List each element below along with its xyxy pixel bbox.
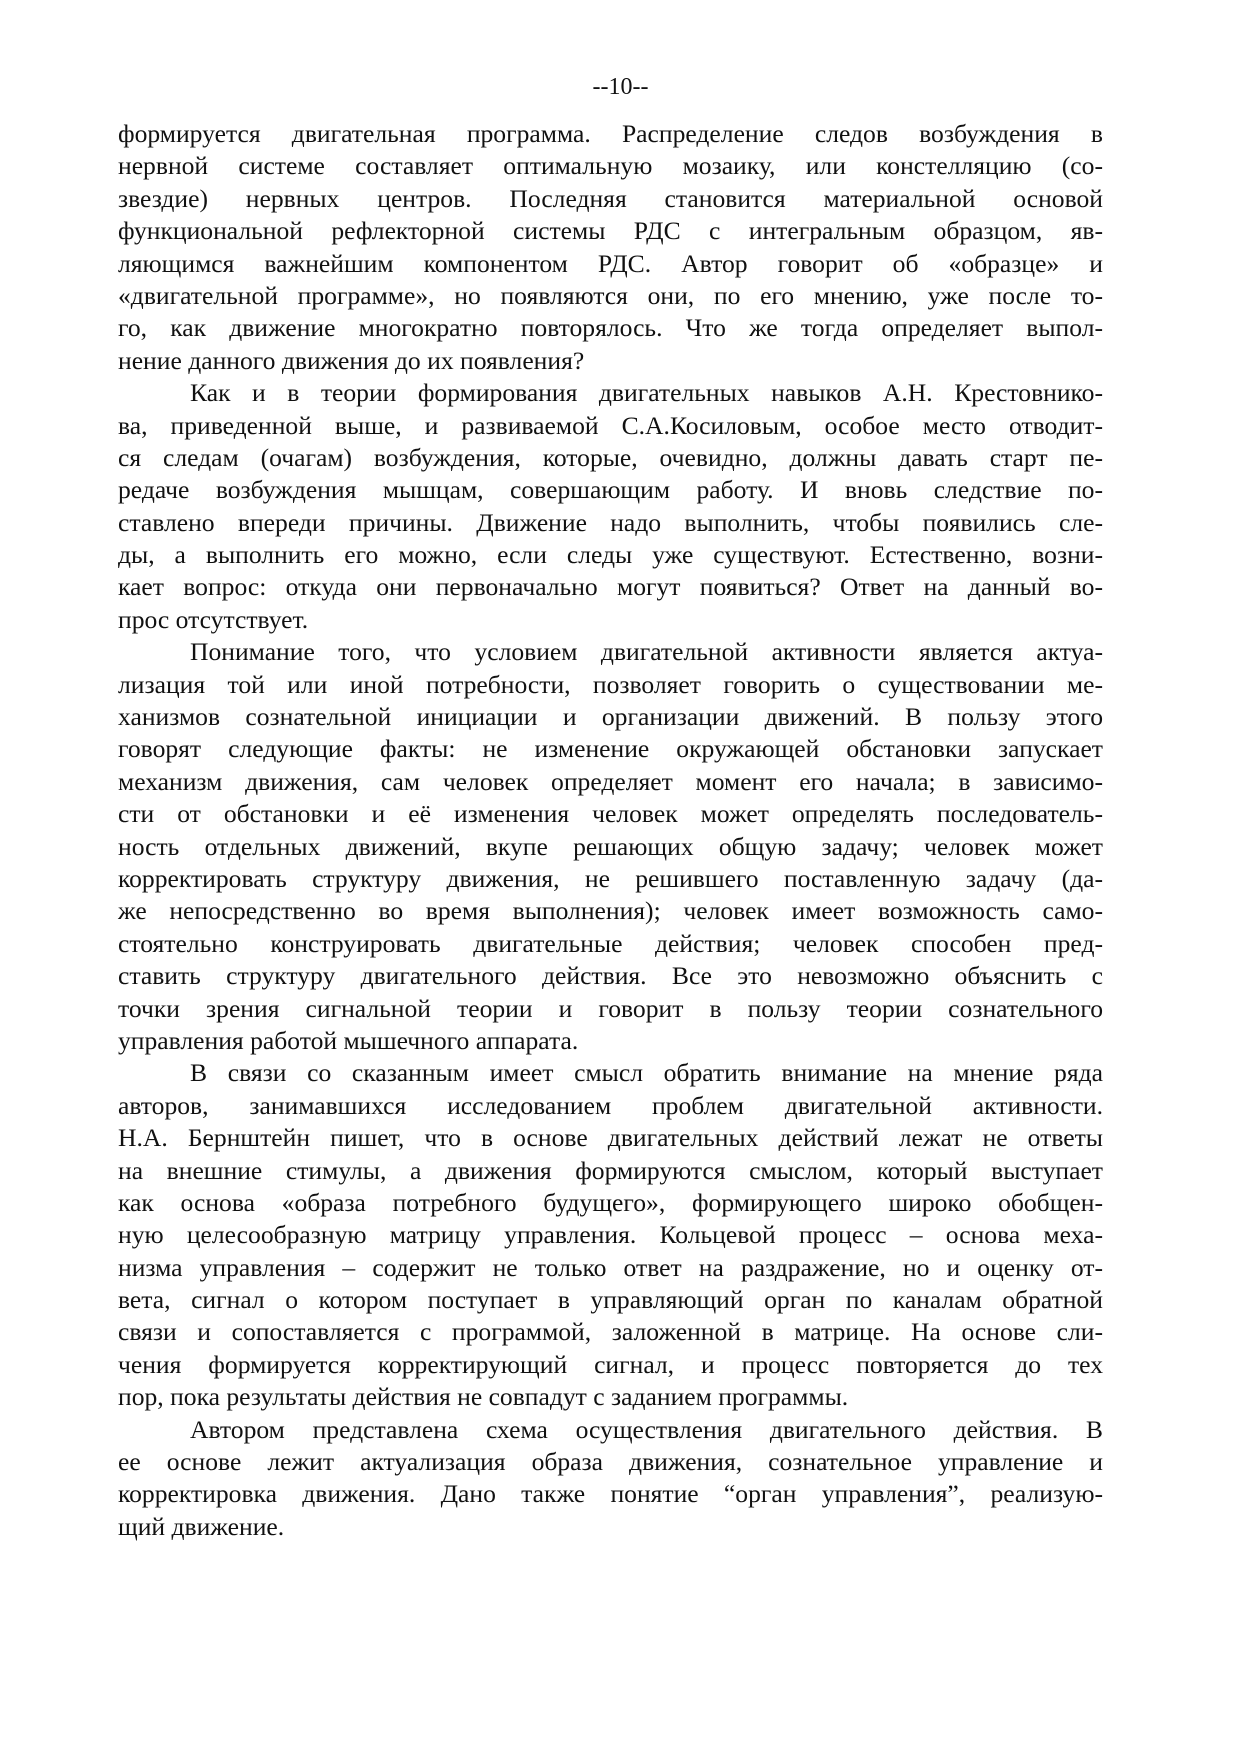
paragraph [118, 1057, 1103, 1413]
text-line: точки зрения сигнальной теории и говорит в пользу теории сознательного [118, 993, 1103, 1023]
text-line: ва, приведенной выше, и развиваемой С.А.Косиловым, особое место отводит- [118, 410, 1103, 440]
text-line: «двигательной программе», но появляются они, по его мнению, уже после то- [118, 280, 1103, 310]
text-line: вета, сигнал о котором поступает в управляющий орган по каналам обратной [118, 1285, 1103, 1315]
text-line: формируется двигательная программа. Распределение следов возбуждения в [118, 119, 1103, 148]
text-line: го, как движение многократно повторялось. Что же тогда определяет выпол- [118, 313, 1103, 343]
text-line: как основа «образа потребного будущего», формирующего широко обобщен- [118, 1187, 1103, 1217]
text-line: управления работой мышечного аппарата. [118, 1025, 579, 1055]
text-line: же непосредственно во время выполнения); человек имеет возможность само- [118, 896, 1103, 926]
text-line: Понимание того, что условием двигательной активности является актуа- [190, 637, 1103, 667]
text-line: связи и сопоставляется с программой, заложенной в матрице. На основе сли- [118, 1317, 1103, 1347]
text-line: авторов, занимавшихся исследованием проблем двигательной активности. [118, 1090, 1103, 1120]
text-line: ставлено впереди причины. Движение надо выполнить, чтобы появились сле- [118, 507, 1103, 537]
text-line: ность отдельных движений, вкупе решающих общую задачу; человек может [118, 831, 1103, 861]
text-line: нение данного движения до их появления? [118, 345, 585, 375]
paragraph [118, 118, 1103, 377]
text-line: ляющимся важнейшим компонентом РДС. Автор говорит об «образце» и [118, 248, 1103, 278]
text-line: чения формируется корректирующий сигнал, и процесс повторяется до тех [118, 1349, 1103, 1379]
text-line: редаче возбуждения мышцам, совершающим работу. И вновь следствие по- [118, 475, 1103, 505]
text-line: корректировка движения. Дано также понятие “орган управления”, реализую- [118, 1479, 1103, 1509]
text-line: корректировать структуру движения, не решившего поставленную задачу (да- [118, 863, 1103, 893]
text-line: пор, пока результаты действия не совпадут с заданием программы. [118, 1382, 849, 1412]
text-line: ную целесообразную матрицу управления. Кольцевой процесс – основа меха- [118, 1220, 1103, 1250]
body-text [118, 118, 1103, 1543]
text-line: В связи со сказанным имеет смысл обратить внимание на мнение ряда [190, 1058, 1103, 1088]
text-line: Как и в теории формирования двигательных навыков А.Н. Крестовнико- [190, 378, 1103, 408]
page-number: --10-- [592, 74, 649, 100]
text-line: сти от обстановки и её изменения человек может определять последователь- [118, 799, 1103, 829]
paragraph [118, 636, 1103, 1057]
text-line: лизация той или иной потребности, позволяет говорить о существовании ме- [118, 669, 1103, 699]
text-line: функциональной рефлекторной системы РДС с интегральным образцом, яв- [118, 216, 1103, 246]
paragraph [118, 377, 1103, 636]
text-line: ды, а выполнить его можно, если следы уже существуют. Естественно, возни- [118, 540, 1103, 570]
text-line: Н.А. Бернштейн пишет, что в основе двигательных действий лежат не ответы [118, 1123, 1103, 1153]
text-line: ставить структуру двигательного действия. Все это невозможно объяснить с [118, 961, 1103, 991]
text-line: говорят следующие факты: не изменение окружающей обстановки запускает [118, 734, 1103, 764]
paragraph [118, 1414, 1103, 1544]
text-line: низма управления – содержит не только ответ на раздражение, но и оценку от- [118, 1252, 1103, 1282]
text-line: нервной системе составляет оптимальную мозаику, или констелляцию (со- [118, 151, 1103, 181]
text-line: щий движение. [118, 1511, 285, 1541]
text-line: звездие) нервных центров. Последняя становится материальной основой [118, 183, 1103, 213]
text-line: ся следам (очагам) возбуждения, которые, очевидно, должны давать старт пе- [118, 442, 1103, 472]
text-line: ее основе лежит актуализация образа движения, сознательное управление и [118, 1447, 1103, 1477]
text-line: Автором представлена схема осуществления двигательного действия. В [190, 1414, 1103, 1444]
text-line: на внешние стимулы, а движения формируются смыслом, который выступает [118, 1155, 1103, 1185]
text-line: стоятельно конструировать двигательные действия; человек способен пред- [118, 928, 1103, 958]
text-line: кает вопрос: откуда они первоначально могут появиться? Ответ на данный во- [118, 572, 1103, 602]
text-line: прос отсутствует. [118, 604, 309, 634]
text-line: ханизмов сознательной инициации и организации движений. В пользу этого [118, 702, 1103, 732]
text-line: механизм движения, сам человек определяет момент его начала; в зависимо- [118, 766, 1103, 796]
